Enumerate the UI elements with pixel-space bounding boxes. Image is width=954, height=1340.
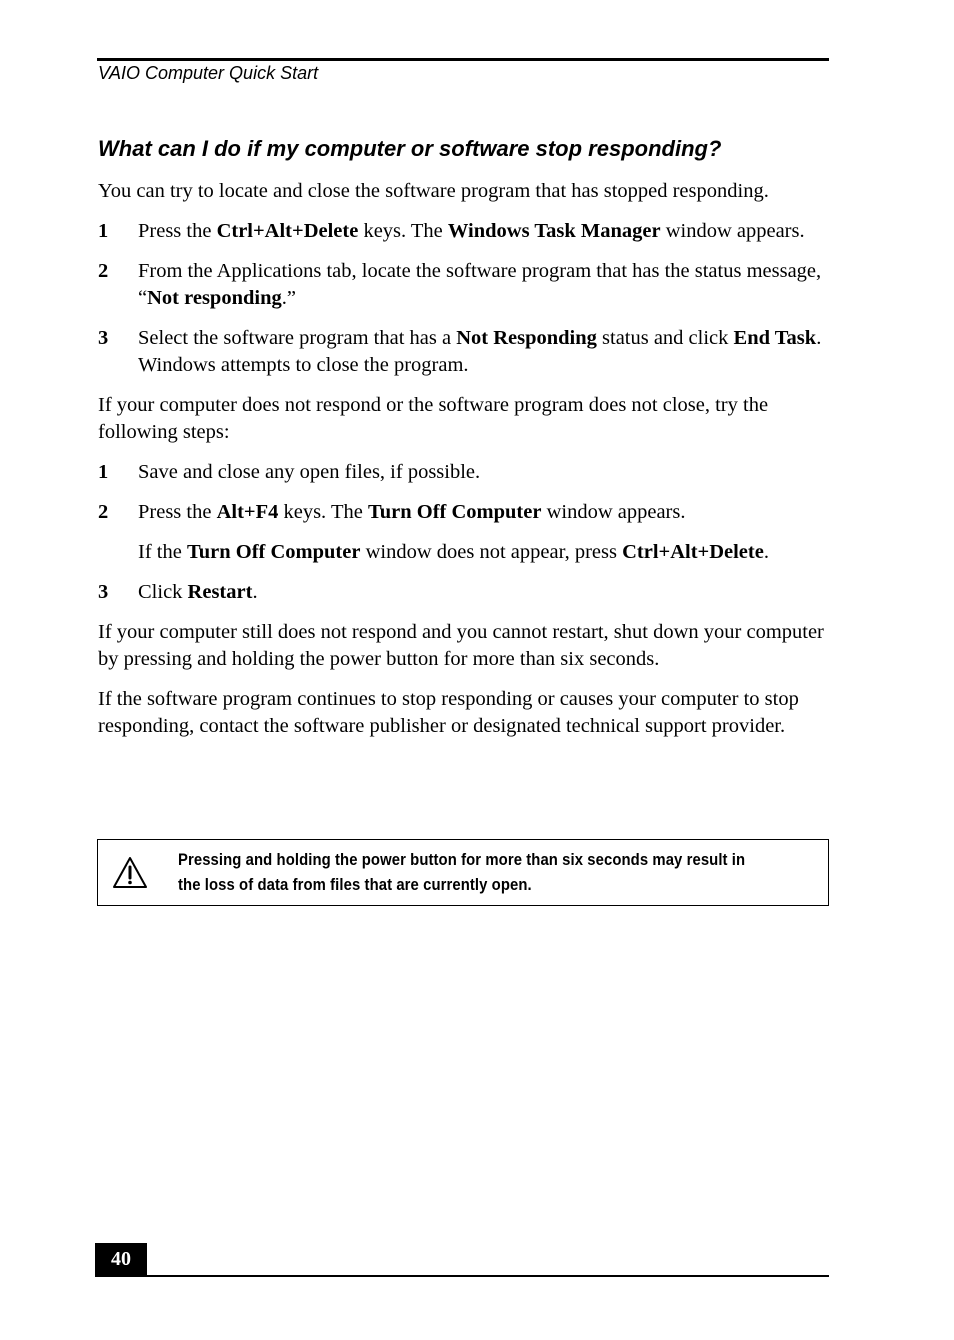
window-name: Turn Off Computer — [186, 541, 361, 563]
step-a-2: 2 From the Applications tab, locate the software program that has the status message, “Not responding.” — [98, 260, 822, 309]
running-header: VAIO Computer Quick Start — [98, 63, 319, 83]
step-number: 1 — [98, 461, 109, 483]
warning-triangle-icon — [112, 856, 148, 890]
button-name: End Task — [733, 327, 817, 349]
header-rule — [97, 58, 829, 61]
page-number: 40 — [95, 1243, 147, 1277]
step-number: 1 — [98, 220, 109, 242]
intro-paragraph: You can try to locate and close the software program that has stopped responding. — [98, 180, 769, 202]
section-heading: What can I do if my computer or software stop responding? — [98, 136, 722, 161]
caution-text: Pressing and holding the power button for more than six seconds may result in the loss of data from files that are currently open. — [178, 851, 746, 894]
step-b-2: 2 Press the Alt+F4 keys. The Turn Off Computer window appears. — [98, 499, 833, 526]
key-combo: Alt+F4 — [216, 501, 279, 523]
step-b-1: 1 Save and close any open files, if possible. — [98, 459, 833, 486]
step-a-3: 3 Select the software program that has a Not Responding status and click End Task. Windows attempts to close the program. — [98, 327, 822, 376]
support-paragraph: If the software program continues to stop responding or causes your computer to stop responding, contact the software publisher or designated technical support provider. — [98, 688, 799, 737]
step-a-1: 1 Press the Ctrl+Alt+Delete keys. The Windows Task Manager window appears. — [98, 218, 833, 245]
step-number: 3 — [98, 327, 109, 349]
window-name: Turn Off Computer — [367, 501, 542, 523]
main-content — [98, 134, 833, 753]
step-b-3: 3 Click Restart. — [98, 579, 833, 606]
status-message: Not responding — [147, 287, 282, 309]
step-number: 2 — [98, 260, 109, 282]
followup-paragraph: If your computer does not respond or the software program does not close, try the following steps: — [98, 394, 769, 443]
step-number: 2 — [98, 501, 109, 523]
button-name: Restart — [187, 581, 253, 603]
step-number: 3 — [98, 581, 109, 603]
step-b-2-subnote: If the Turn Off Computer window does not appear, press Ctrl+Alt+Delete. — [138, 541, 769, 563]
status-label: Not Responding — [456, 327, 597, 349]
shutdown-paragraph: If your computer still does not respond and you cannot restart, shut down your computer by pressing and holding the power button for more than six seconds. — [98, 621, 824, 670]
window-name: Windows Task Manager — [447, 220, 661, 242]
footer-rule — [95, 1275, 829, 1277]
key-combo: Ctrl+Alt+Delete — [216, 220, 359, 242]
caution-note — [97, 839, 829, 906]
key-combo: Ctrl+Alt+Delete — [622, 541, 764, 563]
